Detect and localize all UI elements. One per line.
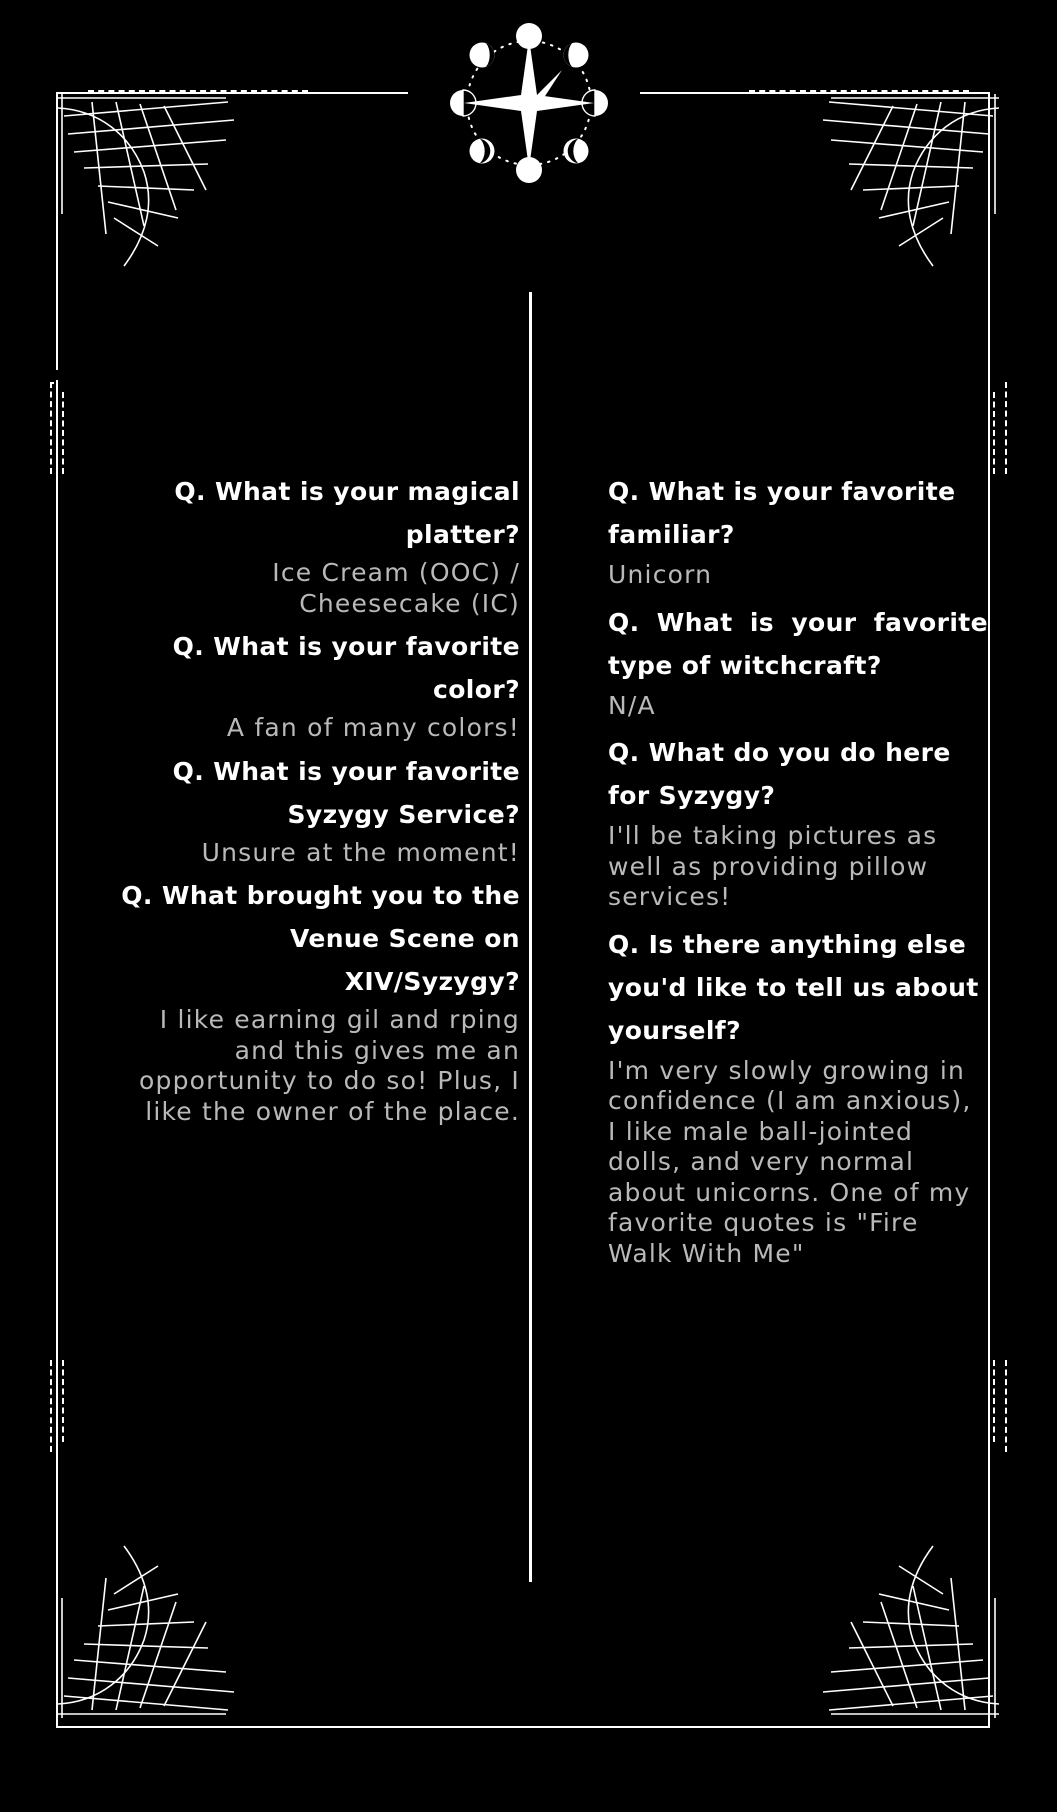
- left-column: [120, 470, 520, 1133]
- dashed-accent-bottom-left-horizontal: [300, 1726, 440, 1728]
- qa-block: [120, 874, 520, 1127]
- dashed-accent-bottom-left-vertical: [50, 1360, 52, 1452]
- dashed-accent-top-right-vertical-inner: [993, 392, 995, 474]
- sunburst-bottom-left-icon: [58, 1518, 288, 1718]
- dashed-accent-top-left-tick: [50, 382, 54, 384]
- dashed-accent-top-right-vertical: [1005, 382, 1007, 474]
- sunburst-top-right-icon: [769, 94, 999, 294]
- sunburst-bottom-right-icon: [769, 1518, 999, 1718]
- question-label: Q. What is your magical platter?: [174, 477, 520, 549]
- answer-text: N/A: [608, 690, 656, 720]
- qa-block: [608, 923, 988, 1270]
- question-label: Q. What do you do here for Syzygy?: [608, 738, 951, 810]
- dashed-accent-bottom-right-vertical: [1005, 1360, 1007, 1452]
- qa-block: [608, 601, 988, 722]
- answer-text: I'll be taking pictures as well as providing pillow services!: [608, 821, 938, 911]
- qa-block: [608, 731, 988, 913]
- right-column: [608, 470, 988, 1279]
- answer-text: I'm very slowly growing in confidence (I am anxious), I like male ball-jointed dolls, and very normal about unicorns. One of my favorite quotes is "Fire Walk With Me": [608, 1055, 972, 1268]
- dashed-accent-bottom-right-horizontal: [617, 1726, 757, 1728]
- answer-text: I like earning gil and rping and this gives me an opportunity to do so! Plus, I like the owner of the place.: [139, 1005, 520, 1126]
- question-label: Q. What is your favorite Syzygy Service?: [172, 756, 520, 829]
- question-label: Q. What brought you to the Venue Scene on XIV/Syzygy?: [121, 881, 520, 996]
- dashed-accent-top-left-vertical: [50, 382, 52, 474]
- questionnaire-columns: [0, 470, 1057, 1279]
- qa-block: [120, 750, 520, 869]
- qa-block: [120, 625, 520, 744]
- answer-text: Unsure at the moment!: [201, 837, 520, 867]
- dashed-accent-top-right-horizontal: [749, 90, 969, 92]
- qa-block: [120, 470, 520, 619]
- dashed-accent-bottom-right-vertical-inner: [993, 1360, 995, 1442]
- answer-text: A fan of many colors!: [226, 713, 520, 742]
- dashed-accent-top-left-vertical-inner: [62, 392, 64, 474]
- dashed-accent-bottom-left-vertical-inner: [62, 1360, 64, 1442]
- sunburst-top-left-icon: [58, 94, 288, 294]
- question-label: Q. What is your favorite type of witchcraft?: [608, 607, 988, 680]
- answer-text: Unicorn: [608, 560, 713, 589]
- question-label: Q. What is your favorite familiar?: [608, 477, 956, 549]
- qa-block: [608, 470, 988, 591]
- moon-phases-star-emblem-icon: [434, 8, 624, 198]
- question-label: Q. What is your favorite color?: [172, 632, 520, 704]
- mask-a: [40, 370, 64, 380]
- dashed-accent-top-left-horizontal: [88, 90, 308, 92]
- question-label: Q. Is there anything else you'd like to tell us about yourself?: [608, 929, 979, 1045]
- answer-text: Ice Cream (OOC) / Cheesecake (IC): [272, 558, 520, 618]
